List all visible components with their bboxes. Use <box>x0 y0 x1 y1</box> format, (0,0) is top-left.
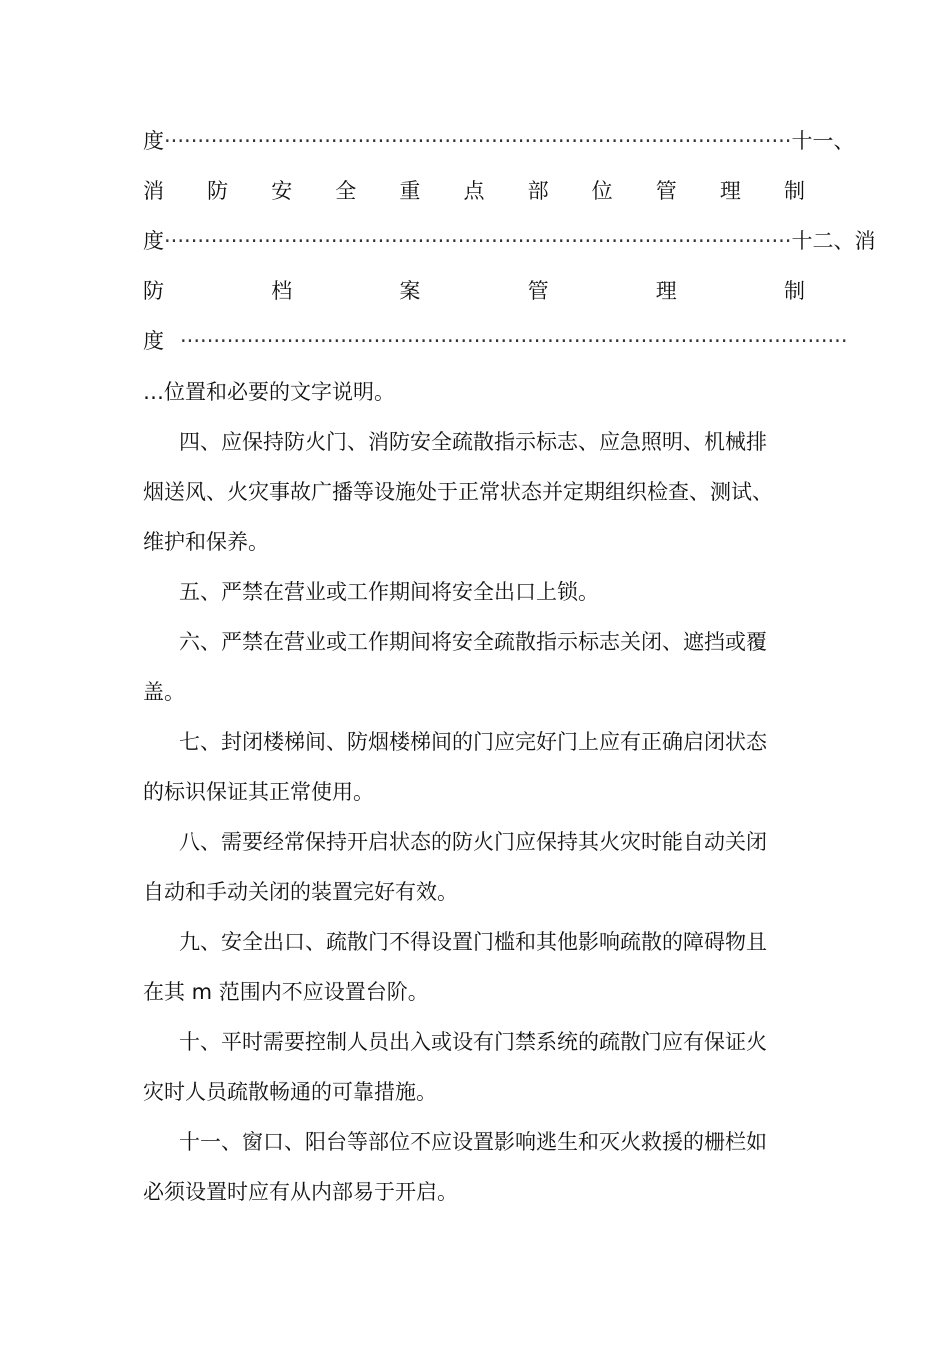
paragraph-4-line-3: 维护和保养。 <box>143 530 269 554</box>
toc-char: 重 <box>399 179 421 203</box>
paragraph-8-line-1: 八、需要经常保持开启状态的防火门应保持其火灾时能自动关闭 <box>179 830 767 854</box>
toc-char: 安 <box>271 179 293 203</box>
toc-char: 理 <box>719 179 741 203</box>
toc-leader-dots: ······························································································ <box>164 129 792 153</box>
paragraph-5-line-1: 五、严禁在营业或工作期间将安全出口上锁。 <box>179 580 599 604</box>
paragraph-4-line-2: 烟送风、火灾事故广播等设施处于正常状态并定期组织检查、测试、 <box>143 480 773 504</box>
toc-char: 位 <box>591 179 613 203</box>
toc-text: 度 <box>143 329 164 353</box>
toc-char: 制 <box>783 179 805 203</box>
toc-char: 全 <box>335 179 357 203</box>
toc-char: 案 <box>399 279 421 303</box>
toc-char: 理 <box>655 279 677 303</box>
toc-char: 管 <box>527 279 549 303</box>
toc-leader-dots: ···································································································· <box>180 329 848 353</box>
paragraph-6-line-1: 六、严禁在营业或工作期间将安全疏散指示标志关闭、遮挡或覆 <box>179 630 767 654</box>
toc-line-5 <box>143 326 848 356</box>
paragraph-6-line-2: 盖。 <box>143 680 185 704</box>
paragraph-11-line-1: 十一、窗口、阳台等部位不应设置影响逃生和灭火救援的栅栏如 <box>179 1130 767 1154</box>
toc-text: 度 <box>143 129 164 153</box>
toc-leader-dots: ······························································································ <box>164 229 792 253</box>
toc-text: 十二、消 <box>791 229 876 253</box>
toc-char: 点 <box>463 179 485 203</box>
toc-line-2 <box>143 176 805 206</box>
paragraph-7-line-2: 的标识保证其正常使用。 <box>143 780 374 804</box>
toc-text: 度 <box>143 229 164 253</box>
paragraph-11-line-2: 必须设置时应有从内部易于开启。 <box>143 1180 458 1204</box>
paragraph-4-line-1: 四、应保持防火门、消防安全疏散指示标志、应急照明、机械排 <box>179 430 767 454</box>
toc-char: 制 <box>783 279 805 303</box>
paragraph-9-line-2: 在其 m 范围内不应设置台阶。 <box>143 980 429 1004</box>
toc-char: 部 <box>527 179 549 203</box>
toc-text: 十一、 <box>791 129 855 153</box>
toc-line-3 <box>143 226 876 256</box>
toc-char: 消 <box>143 179 164 203</box>
paragraph-10-line-2: 灾时人员疏散畅通的可靠措施。 <box>143 1080 437 1104</box>
paragraph-9-line-1: 九、安全出口、疏散门不得设置门槛和其他影响疏散的障碍物且 <box>179 930 767 954</box>
paragraph-10-line-1: 十、平时需要控制人员出入或设有门禁系统的疏散门应有保证火 <box>179 1030 767 1054</box>
toc-char: 档 <box>271 279 293 303</box>
paragraph-8-line-2: 自动和手动关闭的装置完好有效。 <box>143 880 458 904</box>
toc-char: 防 <box>207 179 229 203</box>
paragraph-7-line-1: 七、封闭楼梯间、防烟楼梯间的门应完好门上应有正确启闭状态 <box>179 730 767 754</box>
toc-line-1 <box>143 126 855 156</box>
toc-line-6: …位置和必要的文字说明。 <box>143 380 395 404</box>
toc-char: 防 <box>143 279 164 303</box>
toc-line-4 <box>143 276 805 306</box>
toc-char: 管 <box>655 179 677 203</box>
